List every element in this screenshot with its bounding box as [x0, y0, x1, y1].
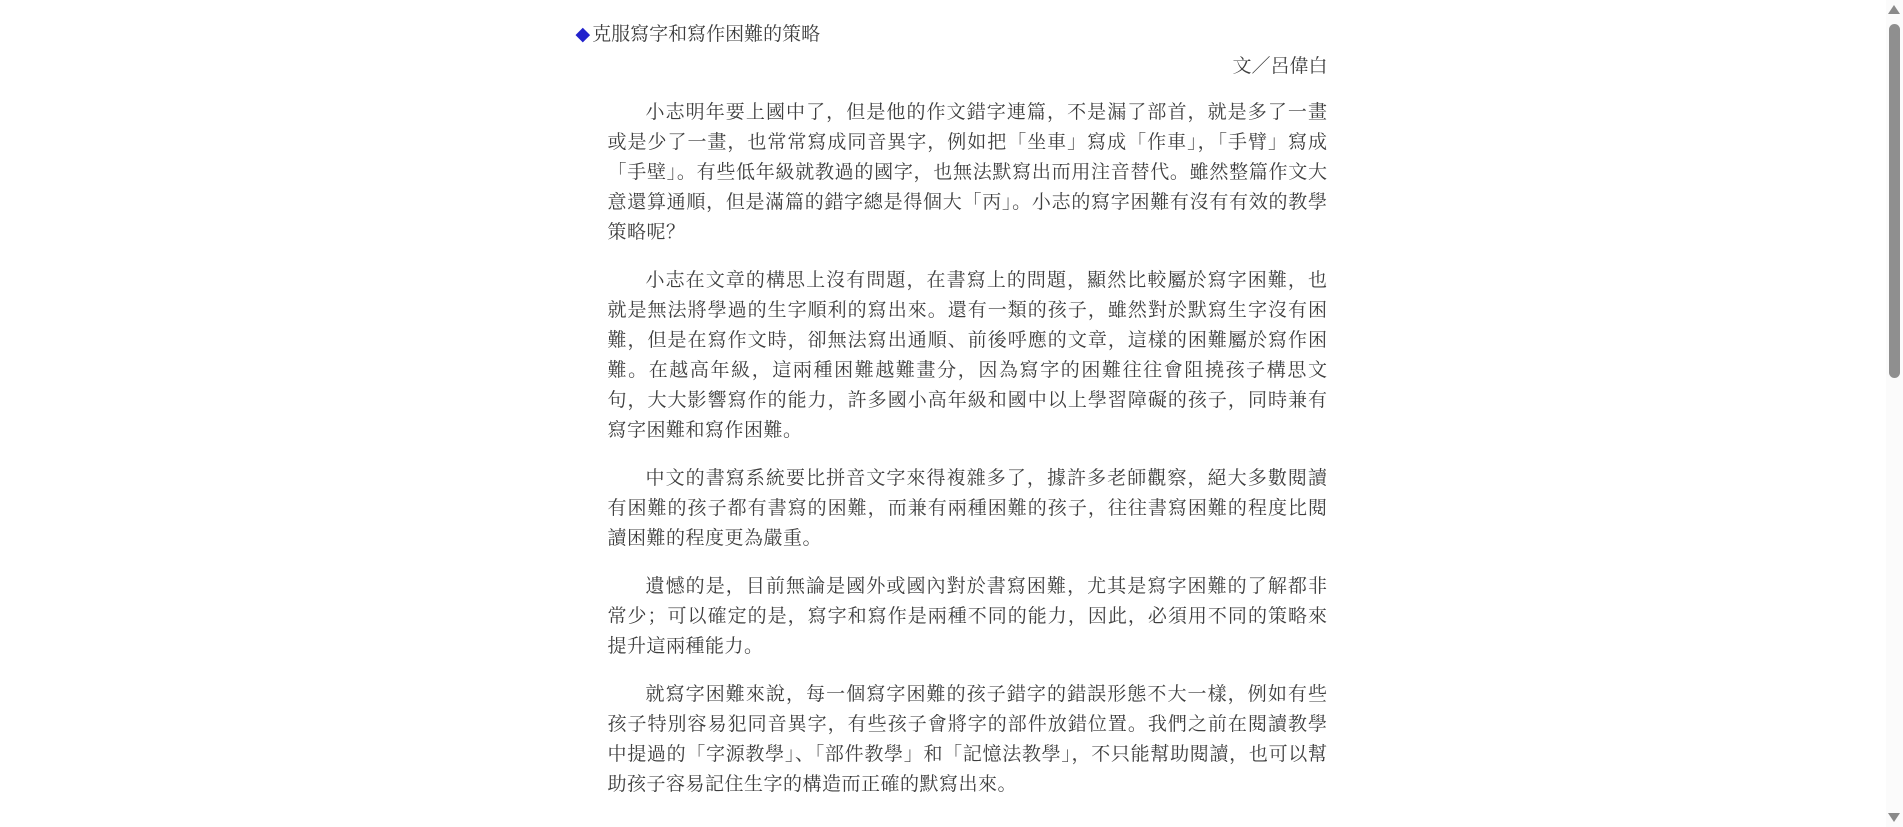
- vertical-scrollbar[interactable]: [1886, 0, 1903, 827]
- document-page: [576, 0, 1328, 800]
- article-body: [608, 98, 1328, 800]
- byline: 文／呂偉白: [1232, 56, 1328, 77]
- diamond-bullet-icon: ◆: [575, 24, 591, 45]
- paragraph: 小志明年要上國中了，但是他的作文錯字連篇，不是漏了部首，就是多了一畫或是少了一畫，也常常寫成同音異字，例如把「坐車」寫成「作車」，「手臂」寫成「手壁」。有些低年級就教過的國字，也無法默寫出而用注音替代。雖然整篇作文大意還算通順，但是滿篇的錯字總是得個大「丙」。小志的寫字困難有沒有有效的教學策略呢？: [607, 102, 1328, 243]
- paragraph: 遺憾的是，目前無論是國外或國內對於書寫困難，尤其是寫字困難的了解都非常少；可以確定的是，寫字和寫作是兩種不同的能力，因此，必須用不同的策略來提升這兩種能力。: [607, 576, 1328, 657]
- paragraph: 小志在文章的構思上沒有問題，在書寫上的問題，顯然比較屬於寫字困難，也就是無法將學過的生字順利的寫出來。還有一類的孩子，雖然對於默寫生字沒有困難，但是在寫作文時，卻無法寫出通順、前後呼應的文章，這樣的困難屬於寫作困難。在越高年級，這兩種困難越難畫分，因為寫字的困難往往會阻撓孩子構思文句，大大影響寫作的能力，許多國小高年級和國中以上學習障礙的孩子，同時兼有寫字困難和寫作困難。: [607, 270, 1328, 441]
- paragraph: 就寫字困難來說，每一個寫字困難的孩子錯字的錯誤形態不大一樣，例如有些孩子特別容易犯同音異字，有些孩子會將字的部件放錯位置。我們之前在閱讀教學中提過的「字源教學」、「部件教學」和「記憶法教學」，不只能幫助閱讀，也可以幫助孩子容易記住生字的構造而正確的默寫出來。: [607, 684, 1328, 795]
- article-title: [576, 22, 1328, 48]
- article-title-text: 克服寫字和寫作困難的策略: [592, 24, 821, 45]
- scroll-down-arrow-icon[interactable]: [1888, 813, 1900, 822]
- paragraph: 中文的書寫系統要比拼音文字來得複雜多了，據許多老師觀察，絕大多數閱讀有困難的孩子都有書寫的困難，而兼有兩種困難的孩子，往往書寫困難的程度比閱讀困難的程度更為嚴重。: [607, 468, 1328, 549]
- scrollbar-thumb[interactable]: [1889, 24, 1900, 378]
- scroll-up-arrow-icon[interactable]: [1888, 5, 1900, 14]
